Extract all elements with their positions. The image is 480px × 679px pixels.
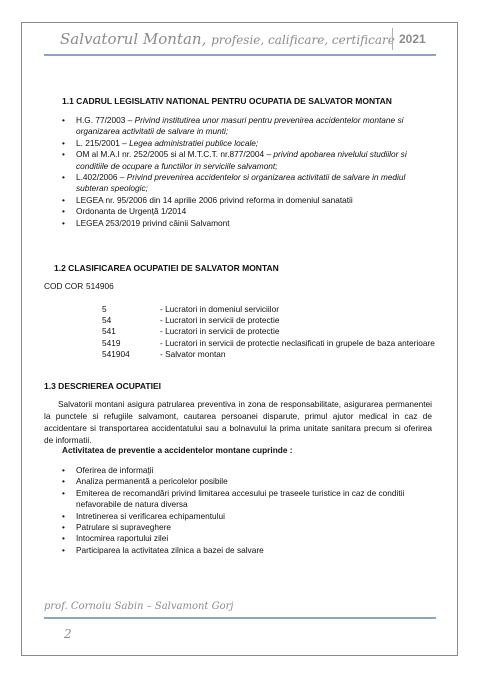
list-item: • Intocmirea raportului zilei [62,533,416,544]
list-item: • Oferirea de informații [62,465,416,476]
cod-cor-value: 514906 [86,281,114,291]
prevention-list [62,465,416,556]
header-title-sub: profesie, calificare, certificare [211,33,395,47]
list-item: • Ordonanta de Urgență 1/2014 [62,206,416,217]
list-item: • OM al M.A.I nr. 252/2005 si al M.T.C.T. nr.877/2004 – privind apobarea nivelului studiilor si conditiile de ocupare a functiilor in serviciile salvamont; [62,149,416,172]
header-title [60,30,395,48]
header-rule [44,54,436,56]
prevention-intro: Activitatea de preventie a accidentelor montane cuprinde : [62,445,293,455]
cod-cor-label: COD COR [44,281,84,291]
list-item: • LEGEA nr. 95/2006 din 14 aprilie 2006 privind reforma in domeniul sanatatii [62,195,416,206]
list-item: • H.G. 77/2003 – Privind institutirea unor masuri pentru prevenirea accidentelor montane si organizarea activitatii de salvare in munti; [62,115,416,138]
list-item: • L. 215/2001 – Legea administratiei publice locale; [62,138,416,149]
section-1-3-heading: 1.3 DESCRIEREA OCUPATIEI [44,381,161,391]
table-row: 54 - Lucratori in servicii de protectie [102,315,280,326]
list-item: • Participarea la activitatea zilnica a bazei de salvare [62,545,416,556]
section-1-2-heading: 1.2 CLASIFICAREA OCUPATIEI DE SALVATOR MONTAN [54,263,279,273]
header-title-main: Salvatorul Montan, [60,30,207,48]
cod-cor [44,281,114,291]
list-item: • LEGEA 253/2019 privind câinii Salvamont [62,218,416,229]
footer-author: prof. Cornoiu Sabin – Salvamont Gorj [44,601,234,612]
page-number: 2 [64,627,72,641]
list-item: • Patrulare si supraveghere [62,522,416,533]
table-row: 5 - Lucratori in domeniul serviciilor [102,304,279,314]
classification-table [102,304,435,360]
table-row: 5419 - Lucratori in servicii de protectie neclasificati in grupele de baza anterioare [102,337,435,348]
list-item: • Analiza permanentă a pericolelor posibile [62,476,416,487]
table-row: 541 - Lucratori in servicii de protectie [102,326,280,337]
table-row: 541904 - Salvator montan [102,348,226,359]
list-item: • L.402/2006 – Privind prevenirea accidentelor si organizarea activitatii de salvare in mediul subteran speologic; [62,172,416,195]
occupation-description: Salvatorii montani asigura patrularea preventiva in zona de responsabilitate, asigurarea permanentei la punctele si refugiile salvamont, cautarea persoanei disparute, primul ajutor medical in caz de accidentare si transportarea accidentatului sau a bolnavului la prima unitate sanitara precum si oferirea de informatii. [44,399,432,445]
list-item: • Emiterea de recomandări privind limitarea accesului pe traseele turistice in caz de conditii nefavorabile de natura diversa [62,488,416,511]
footer-rule [44,617,436,619]
legislation-list [62,115,416,229]
header-year: 2021 [392,28,432,50]
section-1-1-heading: 1.1 CADRUL LEGISLATIV NATIONAL PENTRU OCUPATIA DE SALVATOR MONTAN [62,96,392,106]
list-item: • Intretinerea si verificarea echipamentului [62,511,416,522]
